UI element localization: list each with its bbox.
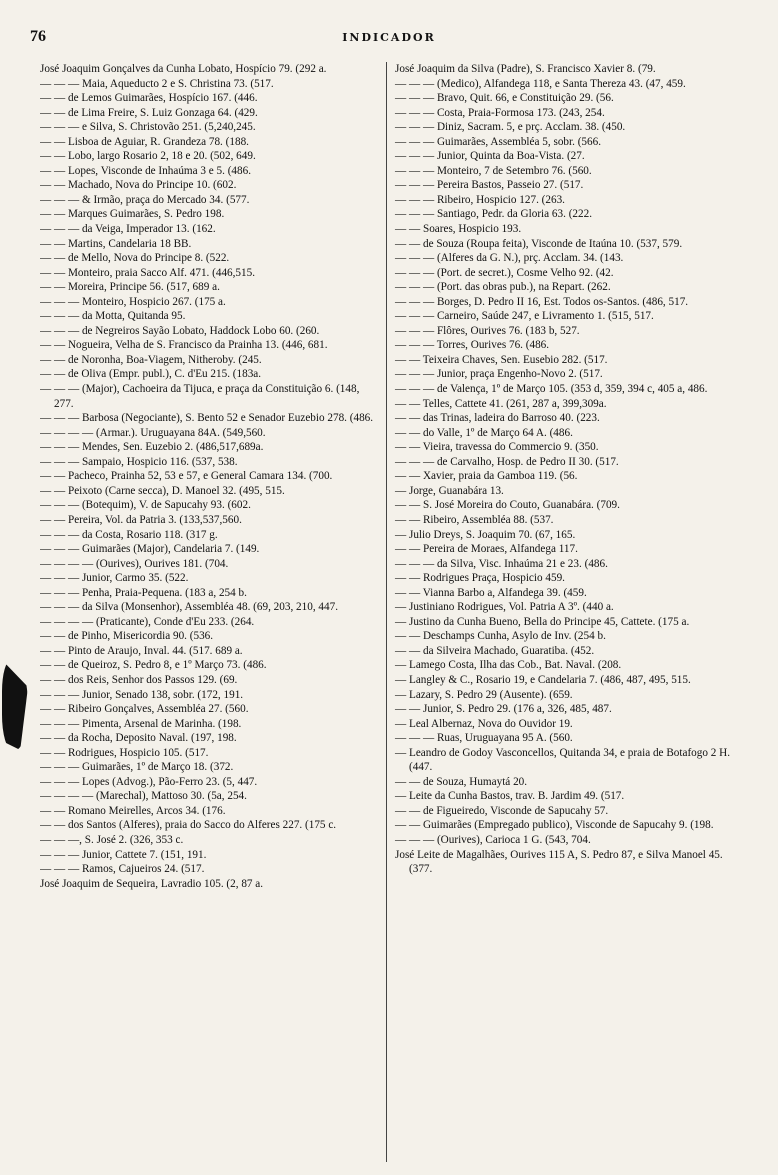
- directory-entry: — — — Ribeiro, Hospicio 127. (263.: [395, 193, 565, 206]
- directory-entry: — — das Trinas, ladeira do Barroso 40. (223.: [395, 412, 600, 425]
- directory-entry: — — Martins, Candelaria 18 BB.: [40, 237, 192, 250]
- directory-entry: — — Pereira de Moraes, Alfandega 117.: [395, 543, 578, 556]
- directory-entry: — — — da Veiga, Imperador 13. (162.: [40, 223, 216, 236]
- directory-entry: — — — & Irmão, praça do Mercado 34. (577.: [40, 193, 250, 206]
- directory-entry: — Jorge, Guanabára 13.: [395, 484, 504, 497]
- directory-entry: — — — Penha, Praia-Pequena. (183 a, 254 b.: [40, 586, 247, 599]
- directory-entry: — — de Figueiredo, Visconde de Sapucahy 57.: [395, 804, 609, 817]
- directory-entry: — — Ribeiro, Assembléa 88. (537.: [395, 513, 554, 526]
- directory-entry: — — da Silveira Machado, Guaratiba. (452.: [395, 644, 595, 657]
- directory-entry: — — — — (Armar.). Uruguayana 84A. (549,560.: [40, 426, 266, 439]
- directory-entry: — — Pacheco, Prainha 52, 53 e 57, e General Camara 134. (700.: [40, 470, 333, 483]
- directory-entry: — — — Carneiro, Saúde 247, e Livramento 1. (515, 517.: [395, 310, 654, 323]
- directory-entry: — — — (Ourives), Carioca 1 G. (543, 704.: [395, 833, 591, 846]
- directory-entry: — Lamego Costa, Ilha das Cob., Bat. Naval. (208.: [395, 659, 622, 672]
- directory-entry: — — — Ramos, Cajueiros 24. (517.: [40, 863, 205, 876]
- directory-entry: — — S. José Moreira do Couto, Guanabára. (709.: [395, 499, 620, 512]
- directory-entry: — — — Diniz, Sacram. 5, e prç. Acclam. 38. (450.: [395, 121, 626, 134]
- directory-entry: — — — (Alferes da G. N.), prç. Acclam. 34. (143.: [395, 252, 624, 265]
- directory-entry: — — de Lemos Guimarães, Hospício 167. (446.: [40, 92, 258, 105]
- directory-entry: — — — da Silva (Monsenhor), Assembléa 48. (69, 203, 210, 447.: [40, 601, 338, 614]
- directory-entry: — — — Torres, Ourives 76. (486.: [395, 339, 550, 352]
- directory-entry: José Joaquim de Sequeira, Lavradio 105. (2, 87 a.: [40, 877, 264, 890]
- right-column: [387, 62, 733, 1162]
- directory-entry: — — Romano Meirelles, Arcos 34. (176.: [40, 804, 226, 817]
- directory-columns: [40, 62, 740, 1162]
- directory-entry: — — — Sampaio, Hospicio 116. (537, 538.: [40, 455, 238, 468]
- directory-entry: — — — Bravo, Quit. 66, e Constituição 29. (56.: [395, 92, 614, 105]
- directory-entry: — — Machado, Nova do Principe 10. (602.: [40, 179, 237, 192]
- directory-entry: José Joaquim Gonçalves da Cunha Lobato, Hospício 79. (292 a.: [40, 63, 327, 75]
- directory-entry: — — de Noronha, Boa-Viagem, Nitheroby. (245.: [40, 353, 262, 366]
- directory-entry: — — Pinto de Araujo, Inval. 44. (517. 689 a.: [40, 644, 243, 657]
- directory-entry: — — — Santiago, Pedr. da Gloria 63. (222.: [395, 208, 592, 221]
- directory-entry: José Joaquim da Silva (Padre), S. Francisco Xavier 8. (79.: [395, 63, 656, 75]
- directory-entry: — — de Pinho, Misericordia 90. (536.: [40, 630, 214, 643]
- directory-entry: — — da Rocha, Deposito Naval. (197, 198.: [40, 732, 237, 745]
- directory-entry: — — — Ruas, Uruguayana 95 A. (560.: [395, 732, 573, 745]
- directory-entry: — — de Lima Freire, S. Luiz Gonzaga 64. (429.: [40, 106, 258, 119]
- directory-entry: — — — Guimarães, Assembléa 5, sobr. (566.: [395, 135, 602, 148]
- directory-entry: — — — (Medico), Alfandega 118, e Santa Thereza 43. (47, 459.: [395, 77, 686, 90]
- directory-entry: — — — Monteiro, Hospicio 267. (175 a.: [40, 295, 226, 308]
- directory-entry: — Lazary, S. Pedro 29 (Ausente). (659.: [395, 688, 573, 701]
- directory-entry: — — Monteiro, praia Sacco Alf. 471. (446,515.: [40, 266, 256, 279]
- directory-entry: — — — (Botequim), V. de Sapucahy 93. (602.: [40, 499, 251, 512]
- directory-entry: — — — (Port. das obras pub.), na Repart. (262.: [395, 281, 611, 294]
- directory-entry: — Leandro de Godoy Vasconcellos, Quitanda 34, e praia de Botafogo 2 H. (447.: [395, 746, 731, 774]
- directory-entry: — — — Lopes (Advog.), Pão-Ferro 23. (5, 447.: [40, 775, 258, 788]
- directory-entry: — — Junior, S. Pedro 29. (176 a, 326, 485, 487.: [395, 703, 612, 716]
- directory-entry: — — Moreira, Principe 56. (517, 689 a.: [40, 281, 220, 294]
- directory-entry: — — — — (Marechal), Mattoso 30. (5a, 254.: [40, 790, 247, 803]
- directory-entry: — — de Souza (Roupa feita), Visconde de Itaúna 10. (537, 579.: [395, 237, 683, 250]
- directory-entry: — — de Souza, Humaytá 20.: [395, 775, 528, 788]
- directory-entry: — — dos Santos (Alferes), praia do Sacco do Alferes 227. (175 c.: [40, 819, 337, 832]
- directory-entry: — — Guimarães (Empregado publico), Visconde de Sapucahy 9. (198.: [395, 819, 714, 832]
- directory-entry: — — Deschamps Cunha, Asylo de Inv. (254 b.: [395, 630, 606, 643]
- directory-entry: — — — Maia, Aqueducto 2 e S. Christina 73. (517.: [40, 77, 274, 90]
- directory-entry: — — Rodrigues, Hospicio 105. (517.: [40, 746, 209, 759]
- directory-entry: — — Teixeira Chaves, Sen. Eusebio 282. (517.: [395, 353, 608, 366]
- directory-entry: — — Vieira, travessa do Commercio 9. (350.: [395, 441, 599, 454]
- directory-entry: — — Marques Guimarães, S. Pedro 198.: [40, 208, 225, 221]
- directory-entry: — — — Junior, Cattete 7. (151, 191.: [40, 848, 207, 861]
- directory-entry: — — de Queiroz, S. Pedro 8, e 1º Março 73. (486.: [40, 659, 267, 672]
- directory-entry: — — Ribeiro Gonçalves, Assembléa 27. (560.: [40, 703, 249, 716]
- page-title: INDICADOR: [342, 31, 436, 44]
- directory-entry: — Justiniano Rodrigues, Vol. Patria A 3º. (440 a.: [395, 601, 614, 614]
- directory-entry: — — — Pimenta, Arsenal de Marinha. (198.: [40, 717, 242, 730]
- directory-entry: — — — de Negreiros Sayão Lobato, Haddock Lobo 60. (260.: [40, 324, 320, 337]
- directory-entry: — — — Junior, Carmo 35. (522.: [40, 572, 189, 585]
- directory-entry: — — — — (Ourives), Ourives 181. (704.: [40, 557, 229, 570]
- directory-entry: — — — de Carvalho, Hosp. de Pedro II 30. (517.: [395, 455, 619, 468]
- directory-entry: — Justino da Cunha Bueno, Bella do Principe 45, Cattete. (175 a.: [395, 615, 690, 628]
- directory-entry: — — — da Silva, Visc. Inhaúma 21 e 23. (486.: [395, 557, 608, 570]
- directory-entry: José Leite de Magalhães, Ourives 115 A, S. Pedro 87, e Silva Manoel 45. (377.: [395, 848, 723, 876]
- directory-entry: — — — Mendes, Sen. Euzebio 2. (486,517,689a.: [40, 441, 264, 454]
- directory-entry: — — — Barbosa (Negociante), S. Bento 52 e Senador Euzebio 278. (486.: [40, 412, 374, 425]
- directory-entry: — — — (Major), Cachoeira da Tijuca, e praça da Constituição 6. (148, 277.: [40, 383, 360, 410]
- directory-entry: — — Telles, Cattete 41. (261, 287 a, 399,309a.: [395, 397, 607, 410]
- directory-entry: — — Nogueira, Velha de S. Francisco da Prainha 13. (446, 681.: [40, 339, 328, 352]
- directory-entry: — — Lopes, Visconde de Inhaúma 3 e 5. (486.: [40, 164, 252, 177]
- directory-entry: — — — Costa, Praia-Formosa 173. (243, 254.: [395, 106, 605, 119]
- directory-entry: — — Peixoto (Carne secca), D. Manoel 32. (495, 515.: [40, 484, 285, 497]
- directory-entry: — — de Mello, Nova do Principe 8. (522.: [40, 252, 230, 265]
- directory-entry: — — — Monteiro, 7 de Setembro 76. (560.: [395, 164, 592, 177]
- directory-entry: — — — Junior, Senado 138, sobr. (172, 191.: [40, 688, 244, 701]
- directory-entry: — — Rodrigues Praça, Hospicio 459.: [395, 572, 565, 585]
- directory-entry: — Leal Albernaz, Nova do Ouvidor 19.: [395, 717, 573, 730]
- directory-entry: — — — — (Praticante), Conde d'Eu 233. (264.: [40, 615, 255, 628]
- directory-entry: — — — Junior, Quinta da Boa-Vista. (27.: [395, 150, 585, 163]
- directory-entry: — — do Valle, 1º de Março 64 A. (486.: [395, 426, 573, 439]
- directory-entry: — — — de Valença, 1º de Março 105. (353 d, 359, 394 c, 405 a, 486.: [395, 383, 708, 396]
- left-column: [40, 62, 387, 1162]
- directory-entry: — — — e Silva, S. Christovão 251. (5,240,245.: [40, 121, 256, 134]
- directory-entry: — Julio Dreys, S. Joaquim 70. (67, 165.: [395, 528, 576, 541]
- directory-entry: — — de Oliva (Empr. publ.), C. d'Eu 215. (183a.: [40, 368, 262, 381]
- directory-entry: — — — Junior, praça Engenho-Novo 2. (517.: [395, 368, 603, 381]
- directory-entry: — — Xavier, praia da Gamboa 119. (56.: [395, 470, 578, 483]
- directory-entry: — — — Guimarães, 1º de Março 18. (372.: [40, 761, 234, 774]
- directory-entry: — — — Flôres, Ourives 76. (183 b, 527.: [395, 324, 580, 337]
- directory-entry: — — — Borges, D. Pedro II 16, Est. Todos os-Santos. (486, 517.: [395, 295, 689, 308]
- directory-entry: — — Lisboa de Aguiar, R. Grandeza 78. (188.: [40, 135, 249, 148]
- directory-entry: — — Lobo, largo Rosario 2, 18 e 20. (502, 649.: [40, 150, 256, 163]
- directory-entry: — — — (Port. de secret.), Cosme Velho 92. (42.: [395, 266, 614, 279]
- directory-entry: — — — Guimarães (Major), Candelaria 7. (149.: [40, 543, 260, 556]
- directory-entry: — Leite da Cunha Bastos, trav. B. Jardim 49. (517.: [395, 790, 625, 803]
- directory-entry: — — —, S. José 2. (326, 353 c.: [40, 833, 184, 846]
- directory-entry: — — Vianna Barbo a, Alfandega 39. (459.: [395, 586, 587, 599]
- ink-blot: [2, 660, 28, 750]
- page-number: 76: [30, 28, 46, 45]
- page-header: [30, 28, 748, 48]
- directory-entry: — Langley & C., Rosario 19, e Candelaria 7. (486, 487, 495, 515.: [395, 673, 691, 686]
- directory-entry: — — Soares, Hospicio 193.: [395, 223, 522, 236]
- directory-entry: — — — da Motta, Quitanda 95.: [40, 310, 186, 323]
- directory-entry: — — — Pereira Bastos, Passeio 27. (517.: [395, 179, 584, 192]
- directory-entry: — — — da Costa, Rosario 118. (317 g.: [40, 528, 218, 541]
- directory-entry: — — Pereira, Vol. da Patria 3. (133,537,560.: [40, 513, 242, 526]
- directory-entry: — — dos Reis, Senhor dos Passos 129. (69.: [40, 673, 238, 686]
